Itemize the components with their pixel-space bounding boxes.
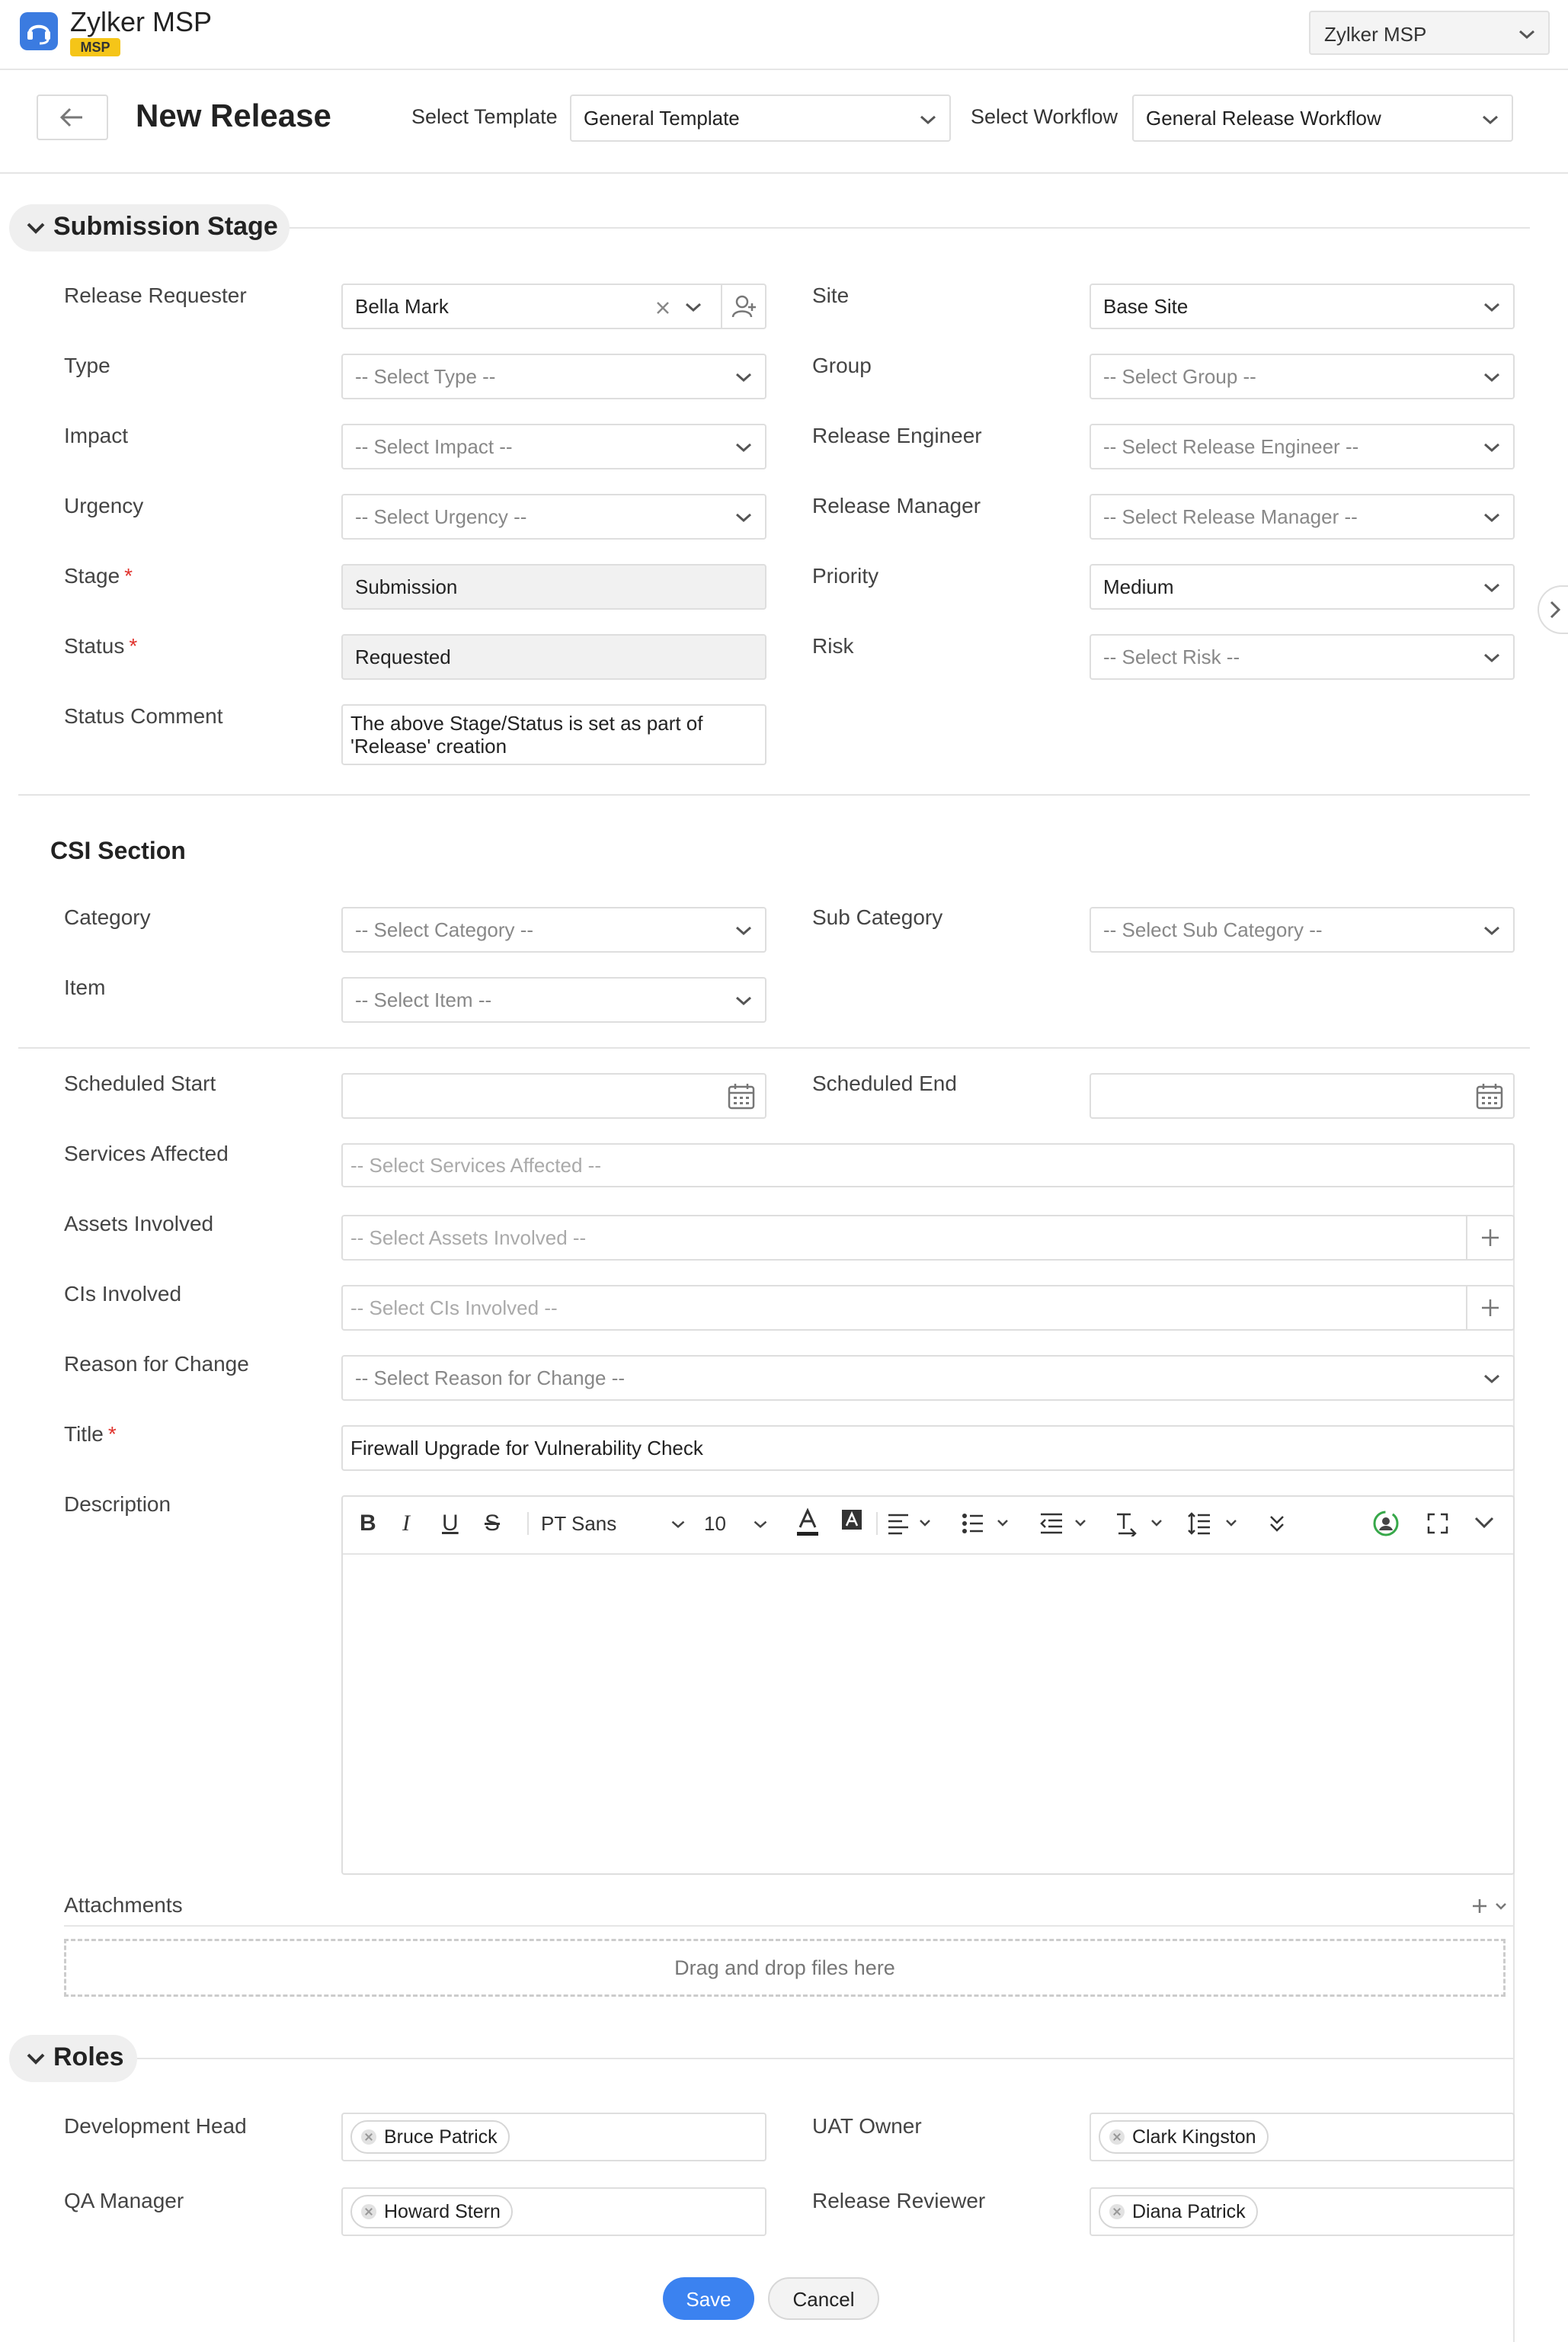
reason-for-change-select[interactable] <box>341 1355 1515 1401</box>
status-label <box>64 634 137 658</box>
title-label-text: Title <box>64 1422 104 1446</box>
align-icon[interactable] <box>887 1511 937 1536</box>
release-requester-select[interactable] <box>341 284 766 329</box>
title-value[interactable]: Firewall Upgrade for Vulnerability Check <box>350 1437 703 1459</box>
chevron-down-icon <box>1481 114 1499 125</box>
user-chip[interactable] <box>350 2120 510 2154</box>
urgency-label: Urgency <box>64 494 144 517</box>
more-options-icon[interactable] <box>1266 1511 1288 1536</box>
add-asset-button[interactable] <box>1466 1216 1510 1259</box>
attachments-label: Attachments <box>64 1893 183 1917</box>
type-label: Type <box>64 354 110 377</box>
group-value: -- Select Group -- <box>1103 365 1256 388</box>
template-select[interactable] <box>570 95 951 142</box>
font-family-select[interactable] <box>541 1512 690 1535</box>
release-manager-label: Release Manager <box>812 494 981 517</box>
workflow-value: General Release Workflow <box>1146 107 1381 130</box>
release-reviewer-field[interactable] <box>1090 2187 1515 2236</box>
remove-chip-icon[interactable] <box>361 2204 376 2219</box>
chevron-down-icon <box>1518 29 1536 40</box>
chip-label: Diana Patrick <box>1132 2201 1246 2222</box>
site-select[interactable] <box>1090 284 1515 329</box>
chevron-down-icon <box>1483 372 1501 383</box>
scheduled-end-label: Scheduled End <box>812 1072 957 1095</box>
file-drop-zone[interactable]: Drag and drop files here <box>64 1939 1506 1997</box>
attachments-divider <box>64 1925 1515 1927</box>
release-requester-value: Bella Mark <box>355 295 449 318</box>
required-marker: * <box>129 634 138 658</box>
fullscreen-icon[interactable] <box>1426 1512 1449 1535</box>
reason-for-change-value: -- Select Reason for Change -- <box>355 1366 626 1389</box>
arrow-left-icon <box>38 96 107 139</box>
assistant-icon[interactable] <box>1371 1509 1400 1538</box>
chevron-down-icon <box>1483 512 1501 523</box>
site-label: Site <box>812 284 850 307</box>
requester-add-user-button[interactable] <box>721 285 765 328</box>
submission-stage-toggle[interactable] <box>9 204 290 252</box>
development-head-label: Development Head <box>64 2114 247 2138</box>
user-chip[interactable] <box>1099 2120 1269 2154</box>
remove-chip-icon[interactable] <box>361 2129 376 2145</box>
brand-name: Zylker MSP <box>70 6 213 37</box>
impact-select[interactable] <box>341 424 766 469</box>
title-input[interactable] <box>341 1425 1515 1471</box>
description-textarea[interactable] <box>343 1555 1513 1873</box>
category-select[interactable] <box>341 907 766 953</box>
type-select[interactable] <box>341 354 766 399</box>
uat-owner-label: UAT Owner <box>812 2114 922 2138</box>
clear-format-icon[interactable] <box>1114 1511 1169 1536</box>
chip-label: Bruce Patrick <box>384 2126 498 2148</box>
add-user-icon <box>731 294 759 319</box>
top-bar <box>0 0 1568 70</box>
impact-label: Impact <box>64 424 129 447</box>
uat-owner-field[interactable] <box>1090 2113 1515 2161</box>
text-color-icon[interactable] <box>795 1507 820 1538</box>
chevron-down-icon <box>734 442 753 453</box>
release-manager-select[interactable] <box>1090 494 1515 540</box>
side-panel-toggle[interactable] <box>1538 585 1568 634</box>
calendar-icon[interactable] <box>727 1082 756 1111</box>
section-divider <box>18 1047 1530 1049</box>
chevron-down-icon <box>1483 925 1501 936</box>
services-affected-placeholder: -- Select Services Affected -- <box>350 1154 601 1177</box>
plus-icon <box>1480 1227 1501 1248</box>
priority-select[interactable] <box>1090 564 1515 610</box>
assets-involved-label: Assets Involved <box>64 1212 214 1235</box>
underline-button[interactable]: U <box>442 1511 459 1536</box>
title-label <box>64 1422 117 1447</box>
site-value: Base Site <box>1103 295 1189 318</box>
stage-label <box>64 564 133 588</box>
chevron-down-icon <box>1483 442 1501 453</box>
status-field <box>341 634 766 680</box>
risk-select[interactable] <box>1090 634 1515 680</box>
chevron-down-icon <box>919 114 937 125</box>
bullet-list-icon[interactable] <box>962 1511 1015 1536</box>
cis-involved-label: CIs Involved <box>64 1282 182 1306</box>
type-value: -- Select Type -- <box>355 365 496 388</box>
status-value: Requested <box>355 646 451 668</box>
add-attachment-icon[interactable] <box>1470 1896 1512 1916</box>
header-divider <box>0 172 1568 174</box>
scheduled-start-input[interactable] <box>341 1073 766 1119</box>
services-affected-label: Services Affected <box>64 1142 229 1165</box>
clear-icon[interactable] <box>655 300 670 316</box>
item-label: Item <box>64 976 106 999</box>
chevron-down-icon[interactable] <box>1474 1515 1495 1530</box>
category-label: Category <box>64 905 151 929</box>
cis-involved-placeholder: -- Select CIs Involved -- <box>350 1296 558 1319</box>
section-divider <box>18 794 1530 796</box>
priority-label: Priority <box>812 564 879 588</box>
stage-value: Submission <box>355 575 458 598</box>
qa-manager-label: QA Manager <box>64 2189 184 2212</box>
highlight-color-icon[interactable] <box>840 1507 864 1535</box>
status-comment-label: Status Comment <box>64 704 223 728</box>
template-label: Select Template <box>411 105 558 128</box>
risk-value: -- Select Risk -- <box>1103 646 1240 668</box>
chevron-down-icon <box>684 302 702 312</box>
font-size-value: 10 <box>704 1512 726 1535</box>
stage-label-text: Stage <box>64 564 120 588</box>
csi-section-title: CSI Section <box>50 837 186 864</box>
chevron-down-icon <box>753 1520 768 1529</box>
roles-toggle[interactable] <box>9 2035 137 2082</box>
italic-button[interactable]: I <box>402 1511 410 1536</box>
toolbar-separator <box>876 1512 885 1535</box>
section-line <box>137 2058 1513 2059</box>
release-engineer-select[interactable] <box>1090 424 1515 469</box>
chevron-down-icon <box>26 2052 46 2065</box>
remove-chip-icon[interactable] <box>1109 2129 1125 2145</box>
calendar-icon[interactable] <box>1475 1082 1504 1111</box>
required-marker: * <box>107 1422 117 1446</box>
release-reviewer-label: Release Reviewer <box>812 2189 986 2212</box>
org-selector[interactable] <box>1309 11 1550 55</box>
release-engineer-label: Release Engineer <box>812 424 982 447</box>
sub-category-select[interactable] <box>1090 907 1515 953</box>
strikethrough-button[interactable]: S <box>485 1511 501 1536</box>
description-editor <box>341 1495 1515 1875</box>
submission-stage-title: Submission Stage <box>53 212 278 241</box>
impact-value: -- Select Impact -- <box>355 435 513 458</box>
toolbar-separator <box>527 1512 536 1535</box>
user-chip[interactable] <box>350 2195 513 2228</box>
item-select[interactable] <box>341 977 766 1023</box>
chevron-down-icon <box>1483 582 1501 593</box>
risk-label: Risk <box>812 634 854 658</box>
scheduled-end-input[interactable] <box>1090 1073 1515 1119</box>
category-value: -- Select Category -- <box>355 918 534 941</box>
assets-involved-input[interactable] <box>341 1215 1515 1261</box>
chevron-down-icon <box>1483 652 1501 663</box>
msp-badge: MSP <box>70 38 120 56</box>
chevron-down-icon <box>26 221 46 235</box>
save-button[interactable]: Save <box>663 2277 754 2320</box>
add-ci-button[interactable] <box>1466 1286 1510 1329</box>
development-head-field[interactable] <box>341 2113 766 2161</box>
urgency-value: -- Select Urgency -- <box>355 505 527 528</box>
line-height-icon[interactable] <box>1187 1511 1242 1536</box>
chip-label: Clark Kingston <box>1132 2126 1256 2148</box>
cis-involved-input[interactable] <box>341 1285 1515 1331</box>
chevron-down-icon <box>734 925 753 936</box>
priority-value: Medium <box>1103 575 1174 598</box>
release-engineer-value: -- Select Release Engineer -- <box>1103 435 1359 458</box>
group-select[interactable] <box>1090 354 1515 399</box>
required-marker: * <box>124 564 133 588</box>
back-button[interactable] <box>37 95 108 140</box>
status-label-text: Status <box>64 634 125 658</box>
status-comment-textarea[interactable]: The above Stage/Status is set as part of 'Release' creation <box>341 704 766 765</box>
workflow-label: Select Workflow <box>971 105 1118 128</box>
reason-for-change-label: Reason for Change <box>64 1352 249 1376</box>
release-requester-label: Release Requester <box>64 284 247 307</box>
services-affected-input[interactable] <box>341 1143 1515 1187</box>
chevron-down-icon <box>1483 302 1501 312</box>
sub-category-value: -- Select Sub Category -- <box>1103 918 1323 941</box>
cancel-button[interactable]: Cancel <box>768 2277 879 2320</box>
remove-chip-icon[interactable] <box>1109 2204 1125 2219</box>
stage-field <box>341 564 766 610</box>
chevron-right-icon <box>1539 587 1568 633</box>
sub-category-label: Sub Category <box>812 905 943 929</box>
user-chip[interactable] <box>1099 2195 1258 2228</box>
org-selector-value: Zylker MSP <box>1324 23 1427 46</box>
chevron-down-icon <box>734 995 753 1006</box>
urgency-select[interactable] <box>341 494 766 540</box>
chevron-down-icon <box>1483 1373 1501 1384</box>
bold-button[interactable]: B <box>360 1511 376 1536</box>
chevron-down-icon <box>734 372 753 383</box>
app-logo-icon <box>20 12 58 50</box>
chevron-down-icon <box>670 1520 686 1529</box>
qa-manager-field[interactable] <box>341 2187 766 2236</box>
release-manager-value: -- Select Release Manager -- <box>1103 505 1358 528</box>
scheduled-start-label: Scheduled Start <box>64 1072 216 1095</box>
font-size-select[interactable] <box>704 1512 773 1535</box>
group-label: Group <box>812 354 872 377</box>
chip-label: Howard Stern <box>384 2201 501 2222</box>
font-family-value: PT Sans <box>541 1512 617 1535</box>
plus-icon <box>1480 1297 1501 1318</box>
page-title: New Release <box>136 98 331 133</box>
roles-title: Roles <box>53 2042 124 2071</box>
workflow-select[interactable] <box>1132 95 1513 142</box>
item-value: -- Select Item -- <box>355 988 492 1011</box>
assets-involved-placeholder: -- Select Assets Involved -- <box>350 1226 587 1249</box>
chevron-down-icon <box>734 512 753 523</box>
indent-icon[interactable] <box>1039 1511 1094 1536</box>
description-label: Description <box>64 1492 171 1516</box>
section-line <box>290 227 1530 229</box>
template-value: General Template <box>584 107 740 130</box>
